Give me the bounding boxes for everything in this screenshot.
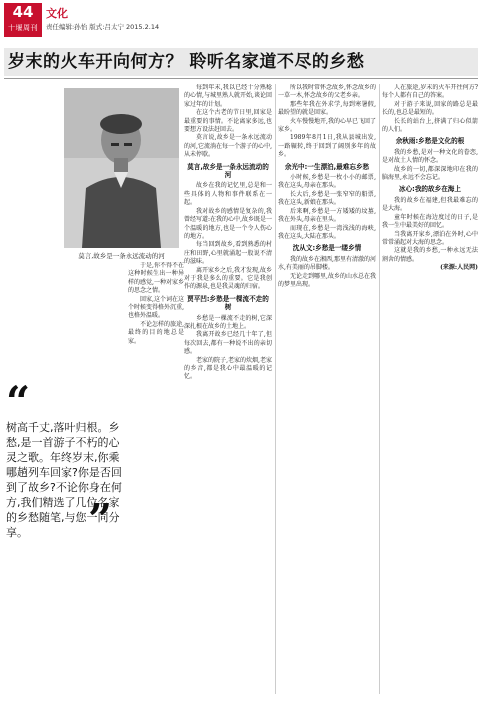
paragraph: 我离开故乡已经几十年了,但每次回去,都有一种说不出的亲切感。	[184, 331, 272, 356]
subheading: 莫言,故乡是一条永远流动的河	[187, 162, 269, 180]
paragraph: 莫言说,故乡是一条永远流动的河,它流淌在每一个游子的心中,从未停歇。	[184, 134, 272, 159]
paragraph: 我对故乡的感情是复杂的,我曾经写道:在我的心中,故乡既是一个温暖的地方,也是一个令人伤心的地方。	[184, 207, 272, 240]
paragraph: 所以我时常怀念故乡,怀念故乡的一草一木,怀念故乡的父老乡亲。	[278, 84, 376, 100]
subheading: 沈从文:乡愁是一缕乡情	[292, 244, 362, 253]
column-divider	[379, 84, 380, 694]
paragraph: 故乡的一切,都深深地印在我的脑海里,永远不会忘记。	[382, 165, 478, 182]
paragraph: 在这个古老的节日里,回家是最重要的事情。不论离家多远,也要想方设法赶回去。	[184, 109, 272, 134]
paragraph: 童年时候在海边度过的日子,是我一生中最美好的回忆。	[382, 213, 478, 230]
paragraph: 人在旅途,岁末的火车开往何方?每个人都有自己的答案。	[382, 84, 478, 100]
issue-label: 十堰周刊	[8, 24, 38, 32]
paragraph: 无论走到哪里,故乡的山水总在我的梦里出现。	[278, 272, 376, 288]
paragraph: 长大后,乡愁是一张窄窄的船票,我在这头,新娘在那头。	[278, 190, 376, 207]
section-title: 文化	[46, 7, 68, 20]
paragraph: 每到年末,我以已经十分熟稔的心情,与城里熟人就开始,谈论回家过年的计划。	[184, 84, 272, 108]
paragraph: 火车慢慢地开,我的心早已飞回了家乡。	[278, 117, 376, 134]
subheading: 冰心:我的故乡在海上	[399, 185, 461, 194]
headline: 岁末的火车开向何方？ 聆听名家道不尽的乡愁	[8, 52, 365, 72]
paragraph: 故乡在我的记忆里,总是和一些具体的人物和事件联系在一起。	[184, 182, 272, 207]
paragraph: 乡愁是一棵流不走的树,它深深扎根在故乡的土地上。	[184, 314, 272, 330]
paragraph: 我的乡愁,是对一种文化的眷恋,是对故土人情的怀念。	[382, 148, 478, 165]
open-quote-mark: “	[6, 377, 31, 426]
paragraph: 后来啊,乡愁是一方矮矮的坟墓,我在外头,母亲在里头。	[278, 207, 376, 224]
paragraph: 长长的站台上,挤满了归心似箭的人们。	[382, 117, 478, 134]
page-credits: 责任编辑:孙怡 版式:吕太宁 2015.2.14	[46, 23, 160, 31]
column-divider	[275, 84, 276, 694]
paragraph: 不论怎样的旅途,最终的目的地总是家。	[128, 320, 184, 345]
paragraph: 离开家乡之后,我才发现,故乡对于我是多么的重要。它是我创作的源泉,也是我灵魂的归宿。	[184, 266, 272, 291]
article-column-2	[278, 84, 376, 694]
photo-caption: 莫言,故乡是一条永远流动的河	[78, 252, 165, 260]
paragraph: 于是,你不得不在这种时候生出一种异样的感觉,一种对家乡的思念之情。	[128, 262, 184, 295]
paragraph: 我的故乡在湘西,那里有清澈的河水,有美丽的吊脚楼。	[278, 255, 376, 272]
paragraph: 那些年我在外求学,每到寒暑假,最盼望的就是回家。	[278, 100, 376, 117]
paragraph: 1989年8月1日,我从县城出发,一路辗转,终于回到了阔别多年的故乡。	[278, 134, 376, 159]
article-column-1-lower	[128, 262, 184, 694]
article-column-1	[184, 84, 272, 694]
portrait-illustration	[64, 88, 179, 248]
paragraph: 回家,这个词在这个时候变得格外沉重,也格外温暖。	[128, 295, 184, 320]
author-photo	[64, 88, 179, 248]
subheading: 余光中:一生漂泊,最难忘乡愁	[284, 162, 370, 171]
paragraph: 当我离开家乡,漂泊在外时,心中常常涌起对大海的思念。	[382, 230, 478, 246]
paragraph: 而现在,乡愁是一湾浅浅的海峡,我在这头,大陆在那头。	[278, 224, 376, 240]
headline-bar	[4, 48, 478, 76]
issue-badge	[4, 3, 42, 37]
divider	[4, 78, 478, 79]
close-quote-mark: ”	[88, 495, 113, 544]
issue-number: 44	[12, 3, 34, 21]
paragraph: 老家的院子,老家的炊烟,老家的乡音,都是我心中最温暖的记忆。	[184, 356, 272, 381]
paragraph: 每当回到故乡,看到熟悉的村庄和田野,心里就涌起一股说不清的滋味。	[184, 241, 272, 266]
page-header	[4, 3, 478, 41]
paragraph: 小时候,乡愁是一枚小小的邮票,我在这头,母亲在那头。	[278, 174, 376, 190]
subheading: 余秋雨:乡愁是文化的根	[395, 137, 465, 146]
subheading: 贾平凹:乡愁是一棵流不走的树	[187, 294, 269, 312]
paragraph: 我的故乡在福建,但我最难忘的是大海。	[382, 196, 478, 213]
article-column-3	[382, 84, 478, 694]
paragraph: 对于游子来说,回家的路总是最长的,也总是最短的。	[382, 100, 478, 117]
source-credit: (来源:人民网)	[440, 264, 478, 272]
paragraph: 这就是我的乡愁,一种永远无法割舍的情感。	[382, 247, 478, 263]
pull-quote: 树高千丈,落叶归根。乡愁,是一首游子不朽的心灵之歌。年终岁末,你乘哪趟列车回家?你是否回到了故乡?不论你身在何方,我们精选了几位名家的乡愁随笔,与您一同分享。	[6, 421, 122, 539]
